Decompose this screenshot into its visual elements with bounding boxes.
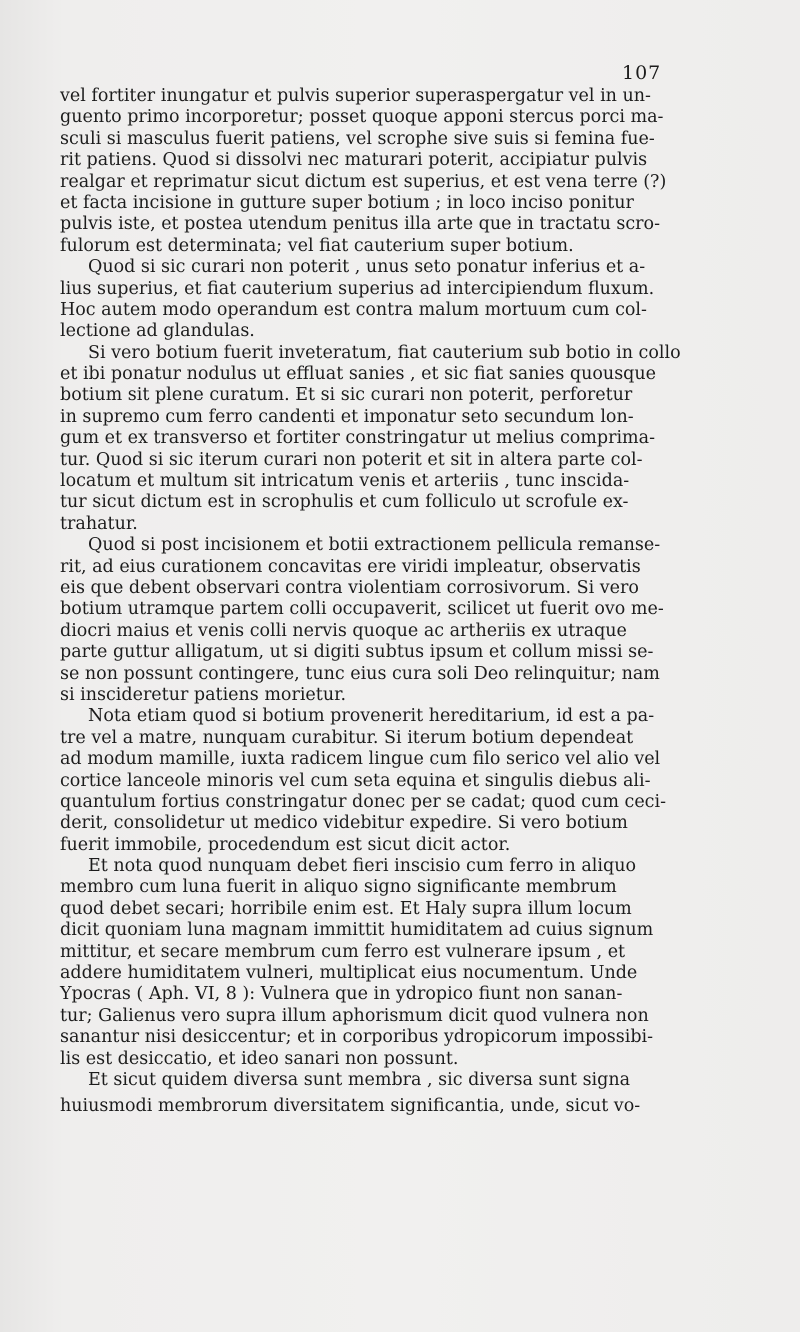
text-line: trahatur.	[60, 513, 138, 534]
text-line: se non possunt contingere, tunc eius cura soli Deo relinquitur; nam	[60, 663, 660, 684]
text-line: mittitur, et secare membrum cum ferro est vulnerare ipsum , et	[60, 941, 626, 962]
text-line: ad modum mamille, iuxta radicem lingue cum filo serico vel alio vel	[60, 749, 661, 770]
text-line: rit, ad eius curationem concavitas ere viridi impleatur, observatis	[60, 556, 641, 577]
text-line: tur. Quod si sic iterum curari non poterit et sit in altera parte col-	[60, 449, 643, 470]
text-line: parte guttur alligatum, ut si digiti subtus ipsum et collum missi se-	[60, 642, 654, 663]
text-line: membro cum luna fuerit in aliquo signo significante membrum	[60, 877, 617, 898]
page-number: 107	[622, 62, 662, 84]
text-line: Si vero botium fuerit inveteratum, fiat cauterium sub botio in collo	[88, 342, 681, 363]
text-line: et ibi ponatur nodulus ut effluat sanies , et sic fiat sanies quousque	[60, 364, 656, 385]
text-line: lius superius, et fiat cauterium superius ad intercipiendum fluxum.	[60, 278, 655, 299]
text-line: gum et ex transverso et fortiter constringatur ut melius comprima-	[60, 428, 655, 449]
text-line: derit, consolidetur ut medico videbitur expedire. Si vero botium	[60, 813, 628, 834]
body-text	[60, 86, 710, 1118]
text-line: botium sit plene curatum. Et si sic curari non poterit, perforetur	[60, 385, 633, 406]
text-line: quantulum fortius constringatur donec per se cadat; quod cum ceci-	[60, 791, 666, 812]
text-line: vel fortiter inungatur et pulvis superior superaspergatur vel in un-	[60, 86, 651, 106]
text-line: Hoc autem modo operandum est contra malum mortuum cum col-	[60, 299, 647, 320]
text-line: diocri maius et venis colli nervis quoque ac artheriis ex utraque	[60, 620, 627, 641]
text-line: sanantur nisi desiccentur; et in corporibus ydropicorum impossibi-	[60, 1027, 654, 1048]
text-line: tur sicut dictum est in scrophulis et cum folliculo ut scrofule ex-	[60, 492, 629, 513]
text-line: realgar et reprimatur sicut dictum est superius, et est vena terre (?)	[60, 171, 667, 192]
text-line: tre vel a matre, nunquam curabitur. Si iterum botium dependeat	[60, 727, 634, 748]
text-line: Et nota quod nunquam debet fieri inscisio cum ferro in aliquo	[88, 856, 637, 877]
text-line: Ypocras ( Aph. VI, 8 ): Vulnera que in ydropico fiunt non sanan-	[60, 984, 623, 1005]
text-line: pulvis iste, et postea utendum penitus illa arte que in tractatu scro-	[60, 214, 660, 235]
text-line: sculi si masculus fuerit patiens, vel scrophe sive suis si femina fue-	[60, 128, 655, 149]
text-line: Et sicut quidem diversa sunt membra , sic diversa sunt signa	[88, 1069, 631, 1090]
text-line: huiusmodi membrorum diversitatem significantia, unde, sicut vo-	[60, 1096, 641, 1117]
text-line: guento primo incorporetur; posset quoque apponi stercus porci ma-	[60, 107, 664, 128]
text-line: Quod si post incisionem et botii extractionem pellicula remanse-	[88, 535, 661, 556]
text-line: dicit quoniam luna magnam immittit humiditatem ad cuius signum	[60, 920, 654, 941]
text-line: eis que debent observari contra violentiam corrosivorum. Si vero	[60, 577, 639, 598]
text-line: tur; Galienus vero supra illum aphorismum dicit quod vulnera non	[60, 1005, 649, 1026]
text-line: lectione ad glandulas.	[60, 321, 255, 342]
text-line: Nota etiam quod si botium provenerit hereditarium, id est a pa-	[88, 706, 655, 727]
text-line: quod debet secari; horribile enim est. Et Haly supra illum locum	[60, 898, 632, 919]
text-line: botium utramque partem colli occupaverit, scilicet ut fuerit ovo me-	[60, 599, 664, 620]
text-line: lis est desiccatio, et ideo sanari non possunt.	[60, 1048, 459, 1069]
text-line: fuerit immobile, procedendum est sicut dicit actor.	[60, 834, 511, 855]
text-line: et facta incisione in gutture super botium ; in loco inciso ponitur	[60, 192, 634, 213]
text-line: rit patiens. Quod si dissolvi nec maturari poterit, accipiatur pulvis	[60, 150, 648, 171]
text-line: cortice lanceole minoris vel cum seta equina et singulis diebus ali-	[60, 770, 651, 791]
text-line: locatum et multum sit intricatum venis et arteriis , tunc inscida-	[60, 471, 630, 492]
text-line: fulorum est determinata; vel fiat cauterium super botium.	[60, 235, 574, 256]
text-line: in supremo cum ferro candenti et imponatur seto secundum lon-	[60, 406, 634, 427]
text-line: addere humiditatem vulneri, multiplicat eius nocumentum. Unde	[60, 963, 638, 984]
text-line: Quod si sic curari non poterit , unus seto ponatur inferius et a-	[88, 257, 646, 278]
text-line: si inscideretur patiens morietur.	[60, 684, 347, 705]
